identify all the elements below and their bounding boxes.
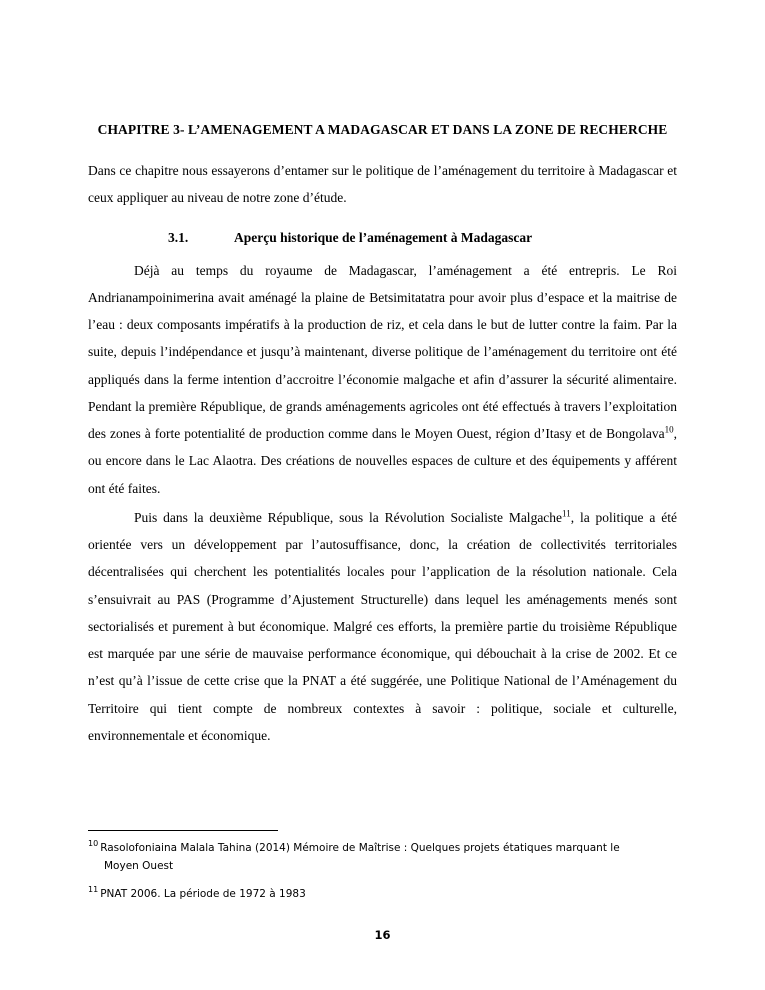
paragraph-history-part2: , ou encore dans le Lac Alaotra. Des créations de nouvelles espaces de culture et des équipements y afférent ont été faites. [88,426,677,496]
page-number: 16 [374,928,391,942]
footnote-separator [88,830,278,831]
footnote-11 [88,885,677,903]
section-number: 3.1. [168,229,189,245]
paragraph-second-republic-part1: Puis dans la deuxième République, sous la Révolution Socialiste Malgache [134,509,563,525]
section-title: Aperçu historique de l’aménagement à Madagascar [234,229,533,245]
paragraph-second-republic-part2: , la politique a été orientée vers un développement par l’autosuffisance, donc, la création de collectivités territoriales décentralisées qui cherchent les potentialités locales pour l’application de la résolution nationale. Cela s’ensuivrait au PAS (Programme d’Ajustement Structurelle) dans lequel les aménagements menés sont sectorialisés et purement à but économique. Malgré ces efforts, la première partie du troisième République est marquée par une série de mauvaise performance économique, qui débouchait à la crise de 2002. Et ce n’est qu’à l’issue de cette crise que la PNAT a été suggérée, une Politique National de l’Aménagement du Territoire qui tient compte de nombreux contextes à savoir : politique, sociale et culturelle, environnementale et économique. [88,509,677,744]
paragraph-history [88,257,677,502]
footnote-10-mark: 10 [88,839,99,849]
footnote-11-text: PNAT 2006. La période de 1972 à 1983 [100,887,306,900]
chapter-title: CHAPITRE 3- L’AMENAGEMENT A MADAGASCAR ET DANS LA ZONE DE RECHERCHE [97,122,668,137]
footnote-10 [88,839,677,876]
footnote-ref-10[interactable]: 10 [664,424,674,435]
footnote-10-text: Rasolofoniaina Malala Tahina (2014) Mémoire de Maîtrise : Quelques projets étatiques marquant le [100,841,620,854]
footnote-area [88,830,677,912]
paragraph-history-part1: Déjà au temps du royaume de Madagascar, l’aménagement a été entrepris. Le Roi Andrianampoinimerina avait aménagé la plaine de Betsimitatatra pour avoir plus d’espace et la maitrise de l’eau : deux composants impératifs à la production de riz, et cela dans le but de lutter contre la faim. Par la suite, depuis l’indépendance et jusqu’à maintenant, diverse politique de l’aménagement du territoire ont été appliqués dans la ferme intention d’accroitre l’économie malgache et afin d’assurer la sécurité alimentaire. Pendant la première République, de grands aménagements agricoles ont été effectués à travers l’exploitation des zones à forte potentialité de production comme dans le Moyen Ouest, région d’Itasy et de Bongolava [88,262,677,442]
paragraph-second-republic [88,504,677,749]
footnote-ref-11[interactable]: 11 [562,508,571,519]
footnote-10-continuation: Moyen Ouest [104,860,174,873]
footnote-11-mark: 11 [88,885,99,895]
intro-paragraph: Dans ce chapitre nous essayerons d’entamer sur le politique de l’aménagement du territoire à Madagascar et ceux appliquer au niveau de notre zone d’étude. [88,162,677,206]
section-heading [88,224,677,251]
